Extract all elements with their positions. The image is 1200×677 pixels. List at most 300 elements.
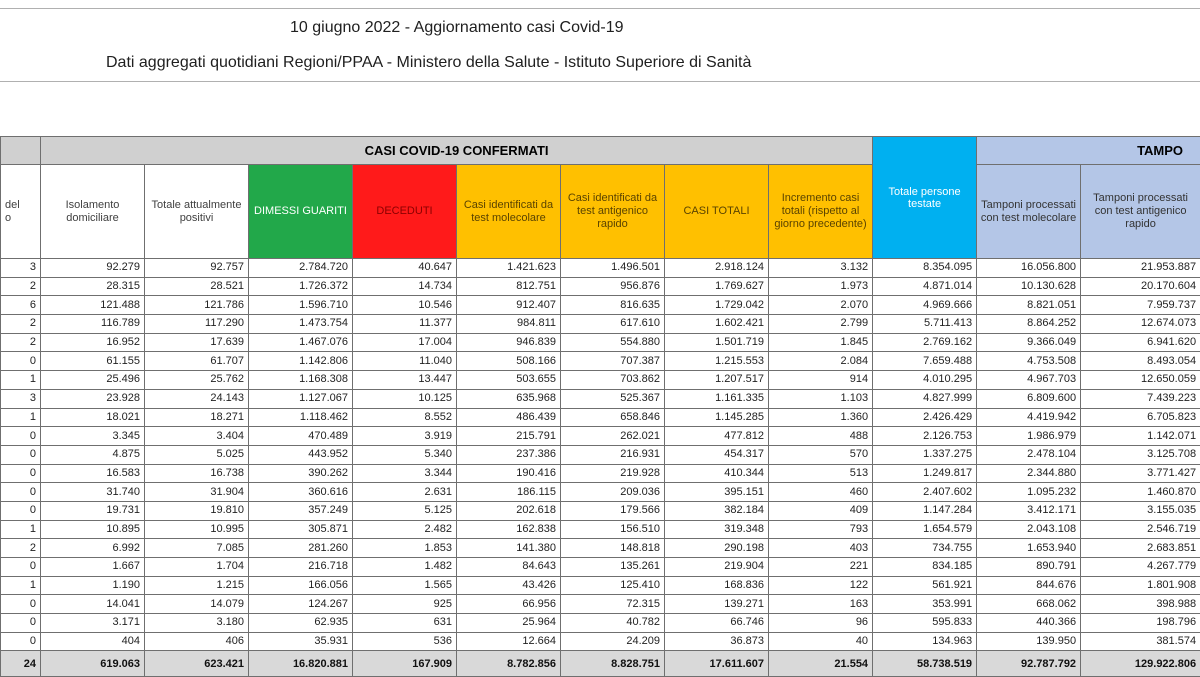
table-cell: 2.084 <box>769 352 873 371</box>
table-cell: 305.871 <box>249 520 353 539</box>
table-cell: 3.344 <box>353 464 457 483</box>
table-cell: 1.142.806 <box>249 352 353 371</box>
table-cell: 25.762 <box>145 371 249 390</box>
table-cell: 440.366 <box>977 614 1081 633</box>
table-cell: 139.271 <box>665 595 769 614</box>
table-cell: 92.279 <box>41 259 145 278</box>
col-header-isolamento: Isolamento domiciliare <box>41 165 145 259</box>
table-cell: 406 <box>145 632 249 651</box>
table-cell: 1.496.501 <box>561 259 665 278</box>
table-cell: 5.025 <box>145 445 249 464</box>
table-cell: 844.676 <box>977 576 1081 595</box>
table-cell: 4.010.295 <box>873 371 977 390</box>
table-cell: 2.799 <box>769 315 873 334</box>
table-row <box>1 259 1200 278</box>
table-cell: 24.209 <box>561 632 665 651</box>
table-cell: 18.271 <box>145 408 249 427</box>
table-cell: 1 <box>1 408 41 427</box>
table-cell: 25.964 <box>457 614 561 633</box>
table-cell: 1.460.870 <box>1081 483 1200 502</box>
totals-row <box>1 651 1200 677</box>
table-cell: 16.056.800 <box>977 259 1081 278</box>
band-blank-cell <box>1 137 41 165</box>
table-row <box>1 501 1200 520</box>
table-cell: 12.650.059 <box>1081 371 1200 390</box>
table-cell: 62.935 <box>249 614 353 633</box>
col-header-persone-testate: Totale persone testate <box>873 137 977 259</box>
table-cell: 2.126.753 <box>873 427 977 446</box>
table-cell: 14.734 <box>353 277 457 296</box>
table-cell: 4.753.508 <box>977 352 1081 371</box>
table-cell: 360.616 <box>249 483 353 502</box>
table-cell: 1.145.285 <box>665 408 769 427</box>
table-cell: 92.757 <box>145 259 249 278</box>
table-cell: 40.782 <box>561 614 665 633</box>
table-cell: 116.789 <box>41 315 145 334</box>
table-cell: 25.496 <box>41 371 145 390</box>
table-cell: 635.968 <box>457 389 561 408</box>
table-cell: 163 <box>769 595 873 614</box>
table-cell: 956.876 <box>561 277 665 296</box>
table-cell: 72.315 <box>561 595 665 614</box>
table-cell: 1.421.623 <box>457 259 561 278</box>
table-cell: 6.705.823 <box>1081 408 1200 427</box>
table-row <box>1 408 1200 427</box>
table-cell: 890.791 <box>977 558 1081 577</box>
table-cell: 734.755 <box>873 539 977 558</box>
table-cell: 1.596.710 <box>249 296 353 315</box>
table-cell: 1.103 <box>769 389 873 408</box>
table-cell: 216.718 <box>249 558 353 577</box>
table-cell: 1.704 <box>145 558 249 577</box>
table-cell: 139.950 <box>977 632 1081 651</box>
table-cell: 3.412.171 <box>977 501 1081 520</box>
table-cell: 2 <box>1 315 41 334</box>
table-cell: 10.125 <box>353 389 457 408</box>
table-cell: 31.904 <box>145 483 249 502</box>
table-cell: 8.821.051 <box>977 296 1081 315</box>
table-row <box>1 595 1200 614</box>
table-row <box>1 576 1200 595</box>
table-cell: 40.647 <box>353 259 457 278</box>
table-cell: 508.166 <box>457 352 561 371</box>
table-cell: 570 <box>769 445 873 464</box>
table-cell: 141.380 <box>457 539 561 558</box>
table-cell: 1.467.076 <box>249 333 353 352</box>
table-row <box>1 445 1200 464</box>
table-cell: 1 <box>1 371 41 390</box>
table-cell: 0 <box>1 614 41 633</box>
table-row <box>1 277 1200 296</box>
table-cell: 156.510 <box>561 520 665 539</box>
table-cell: 237.386 <box>457 445 561 464</box>
table-row <box>1 464 1200 483</box>
total-cell: 623.421 <box>145 651 249 677</box>
table-cell: 2.546.719 <box>1081 520 1200 539</box>
table-row <box>1 614 1200 633</box>
table-cell: 14.041 <box>41 595 145 614</box>
column-header-row <box>1 165 1200 259</box>
table-row <box>1 558 1200 577</box>
table-cell: 946.839 <box>457 333 561 352</box>
table-cell: 1.801.908 <box>1081 576 1200 595</box>
table-cell: 1.986.979 <box>977 427 1081 446</box>
table-cell: 2.683.851 <box>1081 539 1200 558</box>
table-cell: 834.185 <box>873 558 977 577</box>
table-cell: 14.079 <box>145 595 249 614</box>
table-cell: 6.809.600 <box>977 389 1081 408</box>
table-cell: 121.786 <box>145 296 249 315</box>
table-cell: 1.853 <box>353 539 457 558</box>
table-cell: 3.345 <box>41 427 145 446</box>
table-cell: 4.827.999 <box>873 389 977 408</box>
table-cell: 4.419.942 <box>977 408 1081 427</box>
table-cell: 513 <box>769 464 873 483</box>
table-cell: 0 <box>1 445 41 464</box>
total-cell: 129.922.806 <box>1081 651 1200 677</box>
table-cell: 554.880 <box>561 333 665 352</box>
table-cell: 1.161.335 <box>665 389 769 408</box>
table-cell: 6.941.620 <box>1081 333 1200 352</box>
table-cell: 443.952 <box>249 445 353 464</box>
table-cell: 10.546 <box>353 296 457 315</box>
table-cell: 8.493.054 <box>1081 352 1200 371</box>
table-cell: 40 <box>769 632 873 651</box>
table-cell: 525.367 <box>561 389 665 408</box>
table-cell: 24.143 <box>145 389 249 408</box>
table-cell: 3.125.708 <box>1081 445 1200 464</box>
table-cell: 353.991 <box>873 595 977 614</box>
table-cell: 5.125 <box>353 501 457 520</box>
table-cell: 198.796 <box>1081 614 1200 633</box>
table-cell: 2 <box>1 539 41 558</box>
table-cell: 793 <box>769 520 873 539</box>
table-cell: 219.928 <box>561 464 665 483</box>
table-cell: 0 <box>1 595 41 614</box>
table-cell: 8.552 <box>353 408 457 427</box>
table-cell: 148.818 <box>561 539 665 558</box>
table-cell: 216.931 <box>561 445 665 464</box>
section-band-row <box>1 137 1200 165</box>
col-header-casi-totali: CASI TOTALI <box>665 165 769 259</box>
table-cell: 1.142.071 <box>1081 427 1200 446</box>
table-cell: 631 <box>353 614 457 633</box>
table-cell: 5.711.413 <box>873 315 977 334</box>
table-cell: 2.631 <box>353 483 457 502</box>
table-cell: 703.862 <box>561 371 665 390</box>
table-cell: 912.407 <box>457 296 561 315</box>
table-cell: 1.118.462 <box>249 408 353 427</box>
table-cell: 0 <box>1 427 41 446</box>
table-cell: 2 <box>1 277 41 296</box>
table-cell: 1.190 <box>41 576 145 595</box>
col-header-dimessi: DIMESSI GUARITI <box>249 165 353 259</box>
col-header-0: del o <box>1 165 41 259</box>
table-cell: 561.921 <box>873 576 977 595</box>
table-cell: 7.959.737 <box>1081 296 1200 315</box>
table-row <box>1 632 1200 651</box>
table-cell: 6.992 <box>41 539 145 558</box>
total-cell: 167.909 <box>353 651 457 677</box>
table-cell: 202.618 <box>457 501 561 520</box>
table-cell: 12.674.073 <box>1081 315 1200 334</box>
table-cell: 409 <box>769 501 873 520</box>
table-cell: 61.707 <box>145 352 249 371</box>
col-header-tamponi-antigenico: Tamponi processati con test antigenico rapido <box>1081 165 1200 259</box>
table-cell: 4.267.779 <box>1081 558 1200 577</box>
table-row <box>1 371 1200 390</box>
report-subtitle: Dati aggregati quotidiani Regioni/PPAA - Ministero della Salute - Istituto Superiore di Sanità <box>106 54 751 72</box>
table-cell: 1.127.067 <box>249 389 353 408</box>
table-cell: 1.602.421 <box>665 315 769 334</box>
table-cell: 1.215.553 <box>665 352 769 371</box>
table-cell: 1.360 <box>769 408 873 427</box>
table-cell: 135.261 <box>561 558 665 577</box>
table-cell: 219.904 <box>665 558 769 577</box>
table-cell: 395.151 <box>665 483 769 502</box>
table-cell: 61.155 <box>41 352 145 371</box>
table-cell: 8.864.252 <box>977 315 1081 334</box>
table-cell: 0 <box>1 464 41 483</box>
table-cell: 28.315 <box>41 277 145 296</box>
table-cell: 536 <box>353 632 457 651</box>
table-cell: 4.871.014 <box>873 277 977 296</box>
report-title: 10 giugno 2022 - Aggiornamento casi Covid-19 <box>290 19 624 37</box>
table-cell: 816.635 <box>561 296 665 315</box>
table-cell: 262.021 <box>561 427 665 446</box>
table-cell: 190.416 <box>457 464 561 483</box>
total-cell: 8.828.751 <box>561 651 665 677</box>
total-cell: 8.782.856 <box>457 651 561 677</box>
table-cell: 486.439 <box>457 408 561 427</box>
band-tamponi: TAMPO <box>977 137 1200 165</box>
table-cell: 20.170.604 <box>1081 277 1200 296</box>
table-cell: 209.036 <box>561 483 665 502</box>
table-cell: 1 <box>1 520 41 539</box>
table-cell: 0 <box>1 483 41 502</box>
table-cell: 11.377 <box>353 315 457 334</box>
table-cell: 319.348 <box>665 520 769 539</box>
table-cell: 4.875 <box>41 445 145 464</box>
table-cell: 43.426 <box>457 576 561 595</box>
table-row <box>1 315 1200 334</box>
table-cell: 16.738 <box>145 464 249 483</box>
table-cell: 7.085 <box>145 539 249 558</box>
table-cell: 2.043.108 <box>977 520 1081 539</box>
table-cell: 1.207.517 <box>665 371 769 390</box>
table-cell: 2.407.602 <box>873 483 977 502</box>
table-cell: 11.040 <box>353 352 457 371</box>
table-cell: 404 <box>41 632 145 651</box>
table-cell: 460 <box>769 483 873 502</box>
table-cell: 162.838 <box>457 520 561 539</box>
total-cell: 619.063 <box>41 651 145 677</box>
table-cell: 8.354.095 <box>873 259 977 278</box>
table-cell: 410.344 <box>665 464 769 483</box>
total-cell: 17.611.607 <box>665 651 769 677</box>
table-cell: 914 <box>769 371 873 390</box>
col-header-test-molecolare: Casi identificati da test molecolare <box>457 165 561 259</box>
table-cell: 66.956 <box>457 595 561 614</box>
table-cell: 3.171 <box>41 614 145 633</box>
table-cell: 2.482 <box>353 520 457 539</box>
col-header-incremento: Incremento casi totali (rispetto al giorno precedente) <box>769 165 873 259</box>
total-cell: 21.554 <box>769 651 873 677</box>
table-cell: 2.918.124 <box>665 259 769 278</box>
table-cell: 503.655 <box>457 371 561 390</box>
table-cell: 2.784.720 <box>249 259 353 278</box>
table-cell: 1 <box>1 576 41 595</box>
table-cell: 7.659.488 <box>873 352 977 371</box>
table-cell: 122 <box>769 576 873 595</box>
table-cell: 1.667 <box>41 558 145 577</box>
table-cell: 1.565 <box>353 576 457 595</box>
table-cell: 10.895 <box>41 520 145 539</box>
table-cell: 1.147.284 <box>873 501 977 520</box>
table-cell: 28.521 <box>145 277 249 296</box>
table-cell: 1.168.308 <box>249 371 353 390</box>
table-cell: 668.062 <box>977 595 1081 614</box>
table-cell: 477.812 <box>665 427 769 446</box>
table-cell: 390.262 <box>249 464 353 483</box>
table-cell: 403 <box>769 539 873 558</box>
total-cell: 92.787.792 <box>977 651 1081 677</box>
table-cell: 3.771.427 <box>1081 464 1200 483</box>
table-cell: 1.653.940 <box>977 539 1081 558</box>
table-cell: 617.610 <box>561 315 665 334</box>
table-cell: 454.317 <box>665 445 769 464</box>
table-cell: 2.478.104 <box>977 445 1081 464</box>
table-cell: 595.833 <box>873 614 977 633</box>
table-cell: 186.115 <box>457 483 561 502</box>
table-cell: 7.439.223 <box>1081 389 1200 408</box>
table-cell: 281.260 <box>249 539 353 558</box>
table-cell: 0 <box>1 632 41 651</box>
table-cell: 4.967.703 <box>977 371 1081 390</box>
table-cell: 66.746 <box>665 614 769 633</box>
table-cell: 1.769.627 <box>665 277 769 296</box>
table-cell: 166.056 <box>249 576 353 595</box>
table-cell: 18.021 <box>41 408 145 427</box>
table-cell: 2 <box>1 333 41 352</box>
table-cell: 23.928 <box>41 389 145 408</box>
table-cell: 290.198 <box>665 539 769 558</box>
table-cell: 124.267 <box>249 595 353 614</box>
table-cell: 1.473.754 <box>249 315 353 334</box>
table-row <box>1 483 1200 502</box>
table-cell: 1.337.275 <box>873 445 977 464</box>
table-row <box>1 389 1200 408</box>
table-cell: 3.180 <box>145 614 249 633</box>
table-cell: 134.963 <box>873 632 977 651</box>
table-cell: 168.836 <box>665 576 769 595</box>
table-cell: 10.995 <box>145 520 249 539</box>
table-cell: 2.070 <box>769 296 873 315</box>
table-row <box>1 520 1200 539</box>
table-cell: 36.873 <box>665 632 769 651</box>
table-cell: 121.488 <box>41 296 145 315</box>
table-cell: 0 <box>1 558 41 577</box>
table-cell: 1.726.372 <box>249 277 353 296</box>
table-cell: 125.410 <box>561 576 665 595</box>
table-cell: 381.574 <box>1081 632 1200 651</box>
table-cell: 10.130.628 <box>977 277 1081 296</box>
table-cell: 707.387 <box>561 352 665 371</box>
table-cell: 2.344.880 <box>977 464 1081 483</box>
table-cell: 12.664 <box>457 632 561 651</box>
total-cell: 16.820.881 <box>249 651 353 677</box>
report-header <box>0 8 1200 82</box>
table-cell: 17.004 <box>353 333 457 352</box>
table-cell: 984.811 <box>457 315 561 334</box>
table-cell: 925 <box>353 595 457 614</box>
table-cell: 1.215 <box>145 576 249 595</box>
table-cell: 1.973 <box>769 277 873 296</box>
table-row <box>1 539 1200 558</box>
table-cell: 1.501.719 <box>665 333 769 352</box>
table-cell: 31.740 <box>41 483 145 502</box>
table-cell: 488 <box>769 427 873 446</box>
table-cell: 215.791 <box>457 427 561 446</box>
table-cell: 0 <box>1 501 41 520</box>
table-cell: 6 <box>1 296 41 315</box>
table-cell: 96 <box>769 614 873 633</box>
table-row <box>1 296 1200 315</box>
total-cell: 24 <box>1 651 41 677</box>
table-cell: 1.249.817 <box>873 464 977 483</box>
table-cell: 1.482 <box>353 558 457 577</box>
table-cell: 3.404 <box>145 427 249 446</box>
table-cell: 5.340 <box>353 445 457 464</box>
table-cell: 658.846 <box>561 408 665 427</box>
table-cell: 221 <box>769 558 873 577</box>
col-header-positivi: Totale attualmente positivi <box>145 165 249 259</box>
table-cell: 3 <box>1 259 41 278</box>
col-header-deceduti: DECEDUTI <box>353 165 457 259</box>
table-cell: 1.654.579 <box>873 520 977 539</box>
covid-data-table <box>0 136 1200 677</box>
table-cell: 19.810 <box>145 501 249 520</box>
table-cell: 35.931 <box>249 632 353 651</box>
table-cell: 16.583 <box>41 464 145 483</box>
table-cell: 84.643 <box>457 558 561 577</box>
table-cell: 398.988 <box>1081 595 1200 614</box>
table-row <box>1 352 1200 371</box>
table-cell: 1.845 <box>769 333 873 352</box>
table-cell: 3 <box>1 389 41 408</box>
table-cell: 9.366.049 <box>977 333 1081 352</box>
col-header-test-antigenico: Casi identificati da test antigenico rapido <box>561 165 665 259</box>
table-row <box>1 427 1200 446</box>
table-cell: 179.566 <box>561 501 665 520</box>
table-cell: 16.952 <box>41 333 145 352</box>
table-cell: 3.132 <box>769 259 873 278</box>
col-header-tamponi-molecolare: Tamponi processati con test molecolare <box>977 165 1081 259</box>
table-row <box>1 333 1200 352</box>
table-cell: 1.729.042 <box>665 296 769 315</box>
band-confermati: CASI COVID-19 CONFERMATI <box>41 137 873 165</box>
table-cell: 3.155.035 <box>1081 501 1200 520</box>
table-cell: 4.969.666 <box>873 296 977 315</box>
table-cell: 1.095.232 <box>977 483 1081 502</box>
table-cell: 3.919 <box>353 427 457 446</box>
total-cell: 58.738.519 <box>873 651 977 677</box>
table-cell: 21.953.887 <box>1081 259 1200 278</box>
table-cell: 2.426.429 <box>873 408 977 427</box>
table-cell: 117.290 <box>145 315 249 334</box>
table-cell: 357.249 <box>249 501 353 520</box>
table-cell: 19.731 <box>41 501 145 520</box>
